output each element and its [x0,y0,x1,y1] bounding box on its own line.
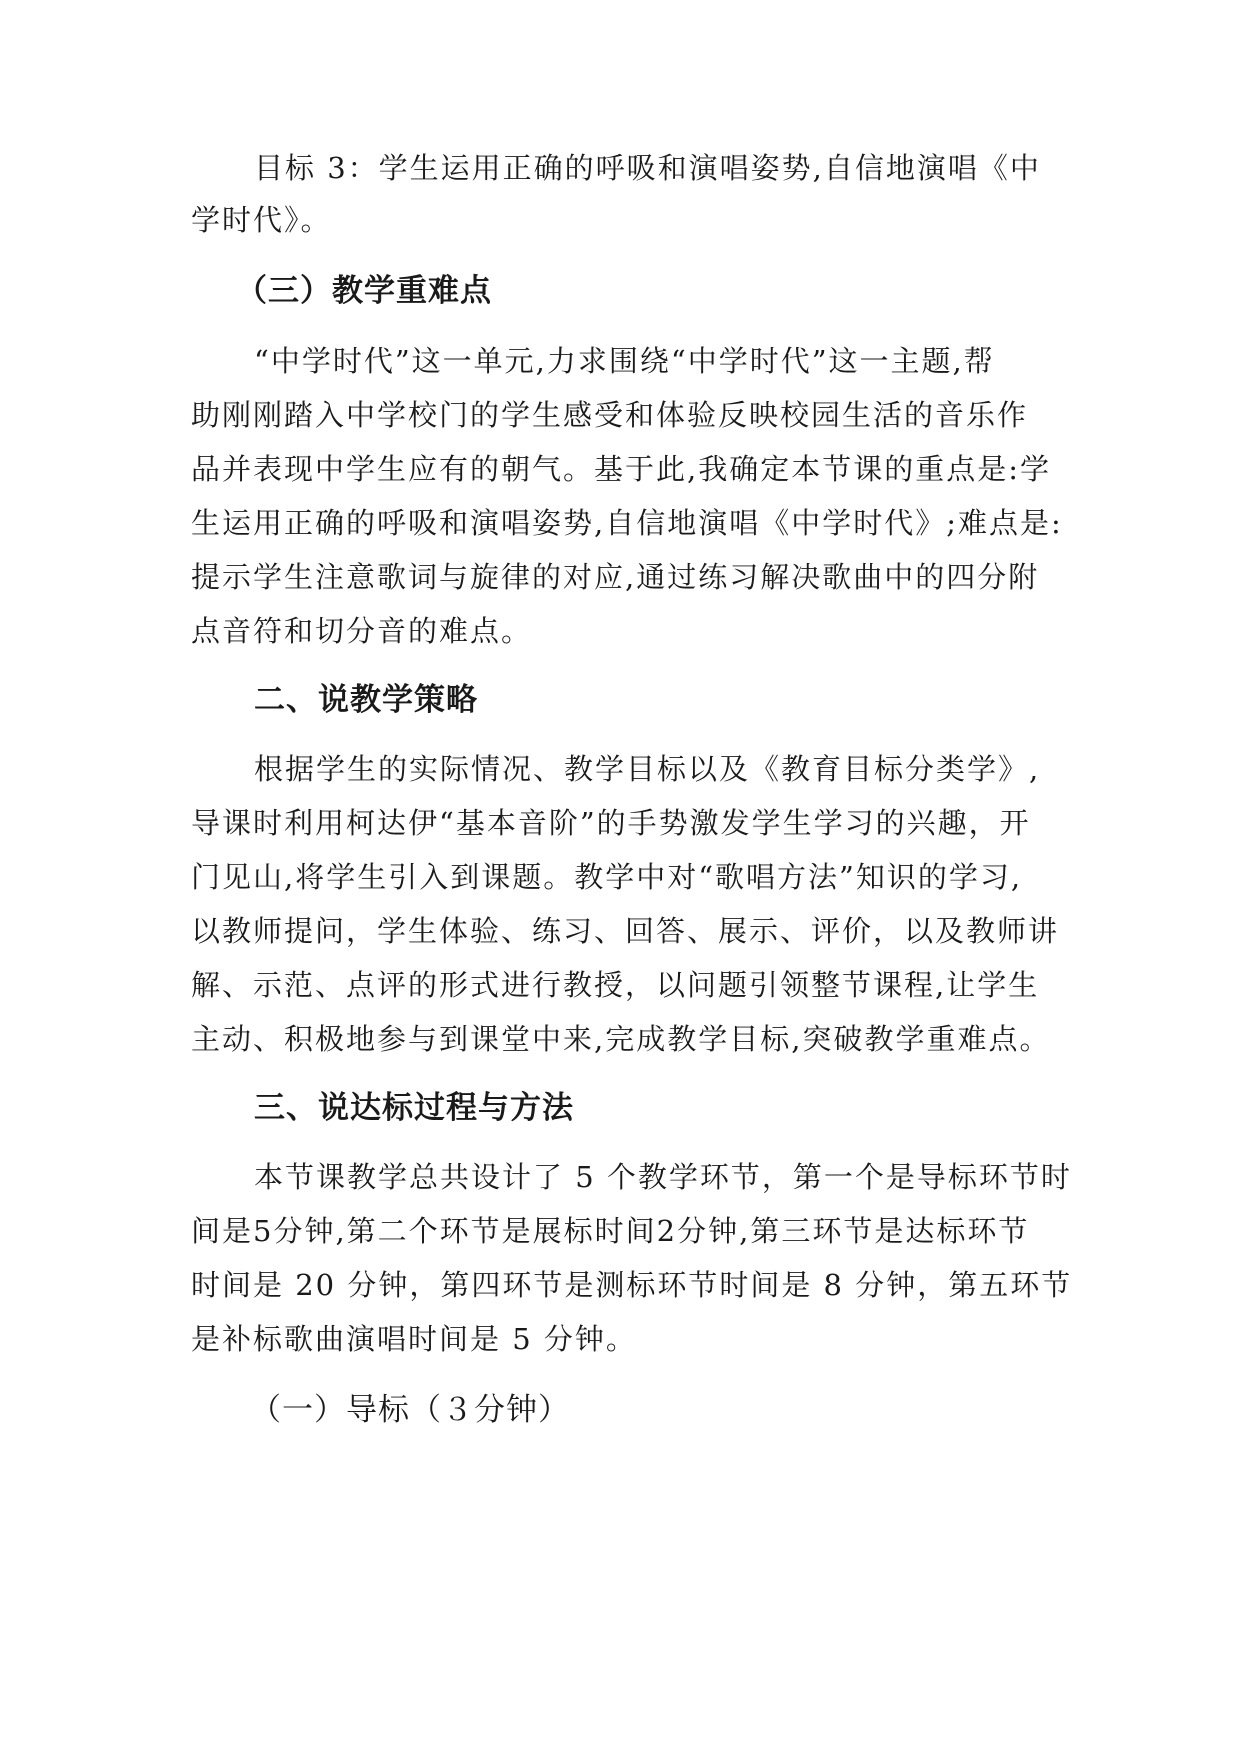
paragraph-goal3-line-2: 学时代》。 [191,203,332,237]
paragraph-difficulties-line-6: 点音符和切分音的难点。 [191,614,533,648]
heading-guide-3-minutes: （一）导标（３分钟） [250,1392,570,1428]
paragraph-strategy-line-6: 主动、积极地参与到课堂中来,完成教学目标,突破教学重难点。 [191,1022,1051,1056]
heading-teaching-strategy: 二、说教学策略 [254,682,478,718]
paragraph-strategy-line-5: 解、示范、点评的形式进行教授，以问题引领整节课程,让学生 [191,968,1040,1002]
paragraph-strategy-line-3: 门见山,将学生引入到课题。教学中对“歌唱方法”知识的学习, [191,860,1023,894]
paragraph-strategy-line-4: 以教师提问，学生体验、练习、回答、展示、评价，以及教师讲 [191,914,1060,948]
heading-teaching-difficulties: （三）教学重难点 [236,273,492,309]
paragraph-difficulties-line-5: 提示学生注意歌词与旋律的对应,通过练习解决歌曲中的四分附 [191,560,1040,594]
heading-process-methods: 三、说达标过程与方法 [254,1090,574,1126]
paragraph-difficulties-line-4: 生运用正确的呼吸和演唱姿势,自信地演唱《中学时代》;难点是: [191,506,1063,540]
paragraph-strategy-line-2: 导课时利用柯达伊“基本音阶”的手势激发学生学习的兴趣，开 [191,806,1031,840]
paragraph-difficulties-line-2: 助刚刚踏入中学校门的学生感受和体验反映校园生活的音乐作 [191,398,1029,432]
paragraph-process-line-4: 是补标歌曲演唱时间是 5 分钟。 [191,1322,637,1356]
paragraph-goal3-line-1: 目标 3：学生运用正确的呼吸和演唱姿势,自信地演唱《中 [254,151,1041,185]
paragraph-process-line-1: 本节课教学总共设计了 5 个教学环节，第一个是导标环节时 [254,1160,1072,1194]
paragraph-difficulties-line-3: 品并表现中学生应有的朝气。基于此,我确定本节课的重点是:学 [191,452,1051,486]
paragraph-strategy-line-1: 根据学生的实际情况、教学目标以及《教育目标分类学》, [254,752,1041,786]
paragraph-process-line-3: 时间是 20 分钟，第四环节是测标环节时间是 8 分钟，第五环节 [191,1268,1073,1302]
paragraph-difficulties-line-1: “中学时代”这一单元,力求围绕“中学时代”这一主题,帮 [254,344,995,378]
paragraph-process-line-2: 间是5分钟,第二个环节是展标时间2分钟,第三环节是达标环节 [191,1214,1030,1248]
